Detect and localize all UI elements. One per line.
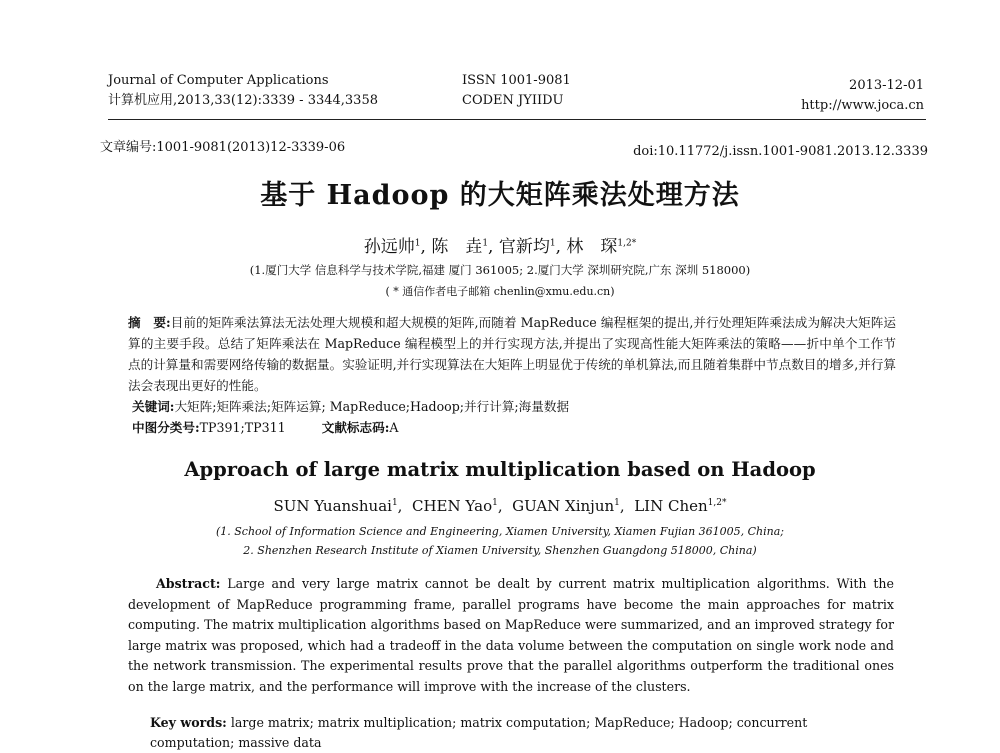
affiliation-cn: (1.厦门大学 信息科学与技术学院,福建 厦门 361005; 2.厦门大学 深圳研究院,广东 深圳 518000)	[249, 263, 751, 277]
author-cn: 林 琛	[566, 237, 618, 257]
abstract-cn-block	[128, 312, 896, 438]
keywords-cn-text: 大矩阵;矩阵乘法;矩阵运算; MapReduce;Hadoop;并行计算;海量数据	[174, 399, 570, 414]
author-en: CHEN Yao	[411, 497, 493, 515]
abstract-en	[128, 574, 894, 697]
header-rule	[108, 119, 926, 120]
author-sup: 1,2*	[617, 238, 637, 249]
clc-value: TP391;TP311	[199, 420, 286, 435]
doc-code-label: 文献标志码:	[321, 420, 390, 435]
affiliation-en	[0, 522, 1000, 560]
date-url-block	[801, 76, 924, 116]
keywords-en-label: Key words:	[150, 715, 227, 730]
title-en: Approach of large matrix multiplication based on Hadoop	[184, 458, 816, 481]
author-sup: 1	[482, 238, 489, 249]
author-cn: 孙远帅	[363, 237, 415, 257]
abstract-cn-text: 目前的矩阵乘法算法无法处理大规模和超大规模的矩阵,而随着 MapReduce 编程框架的提出,并行处理矩阵乘法成为解决大矩阵运算的主要手段。总结了矩阵乘法在 MapReduce 编程模型上的并行实现方法,并提出了实现高性能大矩阵乘法的策略——折中单个工作节点的计算量和需要网络传输的数据量。实验证明,并行实现算法在大矩阵上明显优于传统的单机算法,而且随着集群中节点数目的增多,并行算法会表现出更好的性能。	[128, 315, 897, 393]
author-cn: 官新均	[498, 237, 550, 257]
author-en: SUN Yuanshuai	[273, 497, 392, 515]
author-cn: 陈 垚	[431, 237, 483, 257]
clc-label: 中图分类号:	[132, 420, 200, 435]
authors-en: SUN Yuanshuai$^1$, CHEN Yao$^1$, GUAN Xinjun$^1$, LIN Chen$^{1,2*}$	[273, 497, 727, 515]
abstract-en-label: Abstract:	[156, 576, 221, 591]
author-sup: 1	[414, 238, 421, 249]
email-cn: ( * 通信作者电子邮箱 chenlin@xmu.edu.cn)	[385, 285, 615, 298]
publication-date: 2013-12-01	[849, 78, 924, 93]
author-sup: 1,2*	[707, 498, 727, 508]
journal-name-en: Journal of Computer Applications	[108, 73, 329, 88]
article-number: 文章编号:1001-9081(2013)12-3339-06	[100, 140, 346, 155]
affiliation-en-line: 2. Shenzhen Research Institute of Xiamen University, Shenzhen Guangdong 518000, China)	[243, 544, 757, 557]
journal-header	[108, 71, 378, 111]
issn: ISSN 1001-9081	[462, 73, 571, 88]
issn-block	[462, 71, 571, 111]
author-sup: 1	[614, 498, 620, 508]
keywords-cn	[128, 396, 896, 417]
title-cn: 基于 Hadoop 的大矩阵乘法处理方法	[260, 180, 740, 211]
author-sup: 1	[549, 238, 556, 249]
doc-code-value: A	[389, 420, 399, 435]
keywords-en	[150, 713, 894, 753]
coden: CODEN JYIIDU	[462, 93, 564, 108]
author-en: LIN Chen	[634, 497, 708, 515]
journal-citation-cn: 计算机应用,2013,33(12):3339 - 3344,3358	[108, 93, 378, 108]
affiliation-en-line: (1. School of Information Science and Engineering, Xiamen University, Xiamen Fujian 361005, China;	[215, 525, 785, 538]
classification-cn	[128, 417, 896, 438]
journal-url[interactable]: http://www.joca.cn	[801, 98, 924, 113]
doi[interactable]: doi:10.11772/j.issn.1001-9081.2013.12.3339	[633, 144, 928, 159]
abstract-en-text: Large and very large matrix cannot be dealt by current matrix multiplication algorithms. With the development of MapReduce programming frame, parallel programs have become the main approaches for matrix computing. The matrix multiplication algorithms based on MapReduce were summarized, and an improved strategy for large matrix was proposed, which had a tradeoff in the data volume between the computation on single work node and the network transmission. The experimental results prove that the parallel algorithms outperform the traditional ones on the large matrix, and the performance will improve with the increase of the clusters.	[128, 576, 894, 694]
abstract-cn-label: 摘 要:	[128, 315, 171, 330]
authors-cn: 孙远帅$^1$, 陈 垚$^1$, 官新均$^1$, 林 琛$^{1,2*}$	[363, 237, 637, 257]
author-en: GUAN Xinjun	[512, 497, 615, 515]
keywords-cn-label: 关键词:	[132, 399, 175, 414]
keywords-en-text: large matrix; matrix multiplication; matrix computation; MapReduce; Hadoop; concurrent computation; massive data	[150, 715, 808, 750]
abstract-cn	[128, 312, 896, 396]
author-sup: 1	[492, 498, 498, 508]
author-sup: 1	[391, 498, 398, 508]
